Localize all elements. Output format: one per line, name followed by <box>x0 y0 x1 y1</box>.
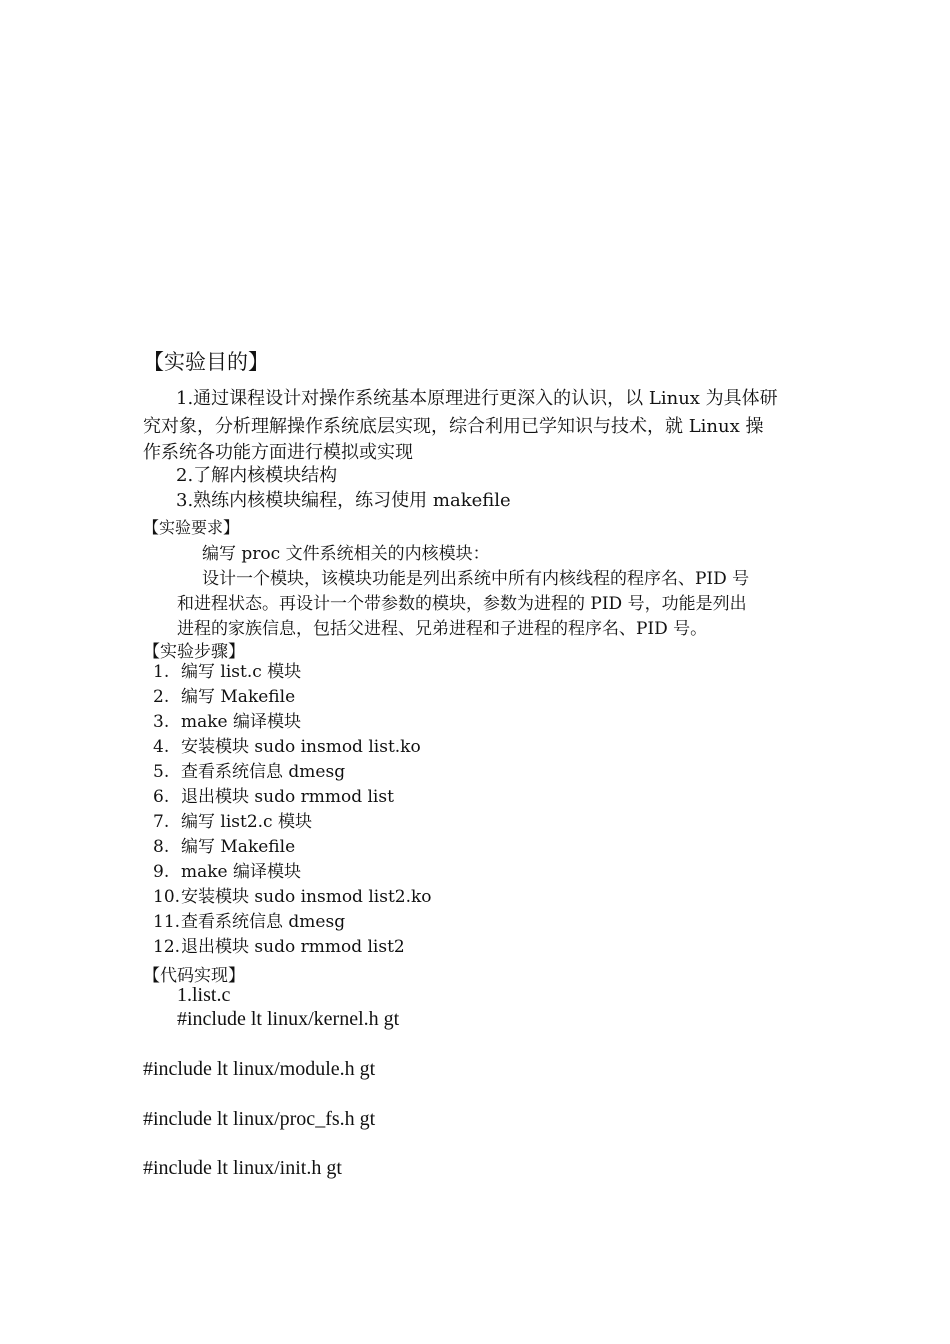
list-item: 4. 安装模块 sudo insmod list.ko <box>153 737 421 757</box>
requirements-heading: 【实验要求】 <box>143 518 240 537</box>
steps-heading: 【实验步骤】 <box>143 642 245 662</box>
purpose-heading: 【实验目的】 <box>143 350 269 374</box>
list-item: 1. 编写 list.c 模块 <box>153 662 302 682</box>
requirements-line-4: 进程的家族信息，包括父进程、兄弟进程和子进程的程序名、PID 号。 <box>177 619 708 639</box>
list-item: 9. make 编译模块 <box>153 862 302 882</box>
purpose-line-2: 究对象，分析理解操作系统底层实现，综合利用已学知识与技术，就 Linux 操 <box>143 416 764 437</box>
requirements-line-2: 设计一个模块，该模块功能是列出系统中所有内核线程的程序名、PID 号 <box>202 569 750 589</box>
code-line-2: #include lt linux/module.h gt <box>143 1058 376 1080</box>
purpose-line-3: 作系统各功能方面进行模拟或实现 <box>143 442 413 463</box>
list-item: 5. 查看系统信息 dmesg <box>153 762 346 782</box>
list-item: 6. 退出模块 sudo rmmod list <box>153 787 394 807</box>
code-heading: 【代码实现】 <box>143 966 245 986</box>
list-item: 7. 编写 list2.c 模块 <box>153 812 312 832</box>
requirements-line-3: 和进程状态。再设计一个带参数的模块，参数为进程的 PID 号，功能是列出 <box>177 594 747 614</box>
code-line-3: #include lt linux/proc_fs.h gt <box>143 1108 376 1130</box>
code-line-1: #include lt linux/kernel.h gt <box>177 1008 400 1030</box>
list-item: 10.安装模块 sudo insmod list2.ko <box>153 887 432 907</box>
list-item: 3. make 编译模块 <box>153 712 302 732</box>
purpose-line-1: 1.通过课程设计对操作系统基本原理进行更深入的认识，以 Linux 为具体研 <box>176 388 778 409</box>
list-item: 11.查看系统信息 dmesg <box>153 912 346 932</box>
list-item: 2. 编写 Makefile <box>153 687 296 707</box>
purpose-line-5: 3.熟练内核模块编程，练习使用 makefile <box>176 490 511 511</box>
steps-list <box>153 660 653 960</box>
list-item: 12.退出模块 sudo rmmod list2 <box>153 937 405 957</box>
code-line-4: #include lt linux/init.h gt <box>143 1157 342 1179</box>
list-item: 8. 编写 Makefile <box>153 837 296 857</box>
purpose-line-4: 2.了解内核模块结构 <box>176 465 338 486</box>
code-file-title: 1.list.c <box>177 984 231 1006</box>
requirements-line-1: 编写 proc 文件系统相关的内核模块： <box>202 544 490 564</box>
